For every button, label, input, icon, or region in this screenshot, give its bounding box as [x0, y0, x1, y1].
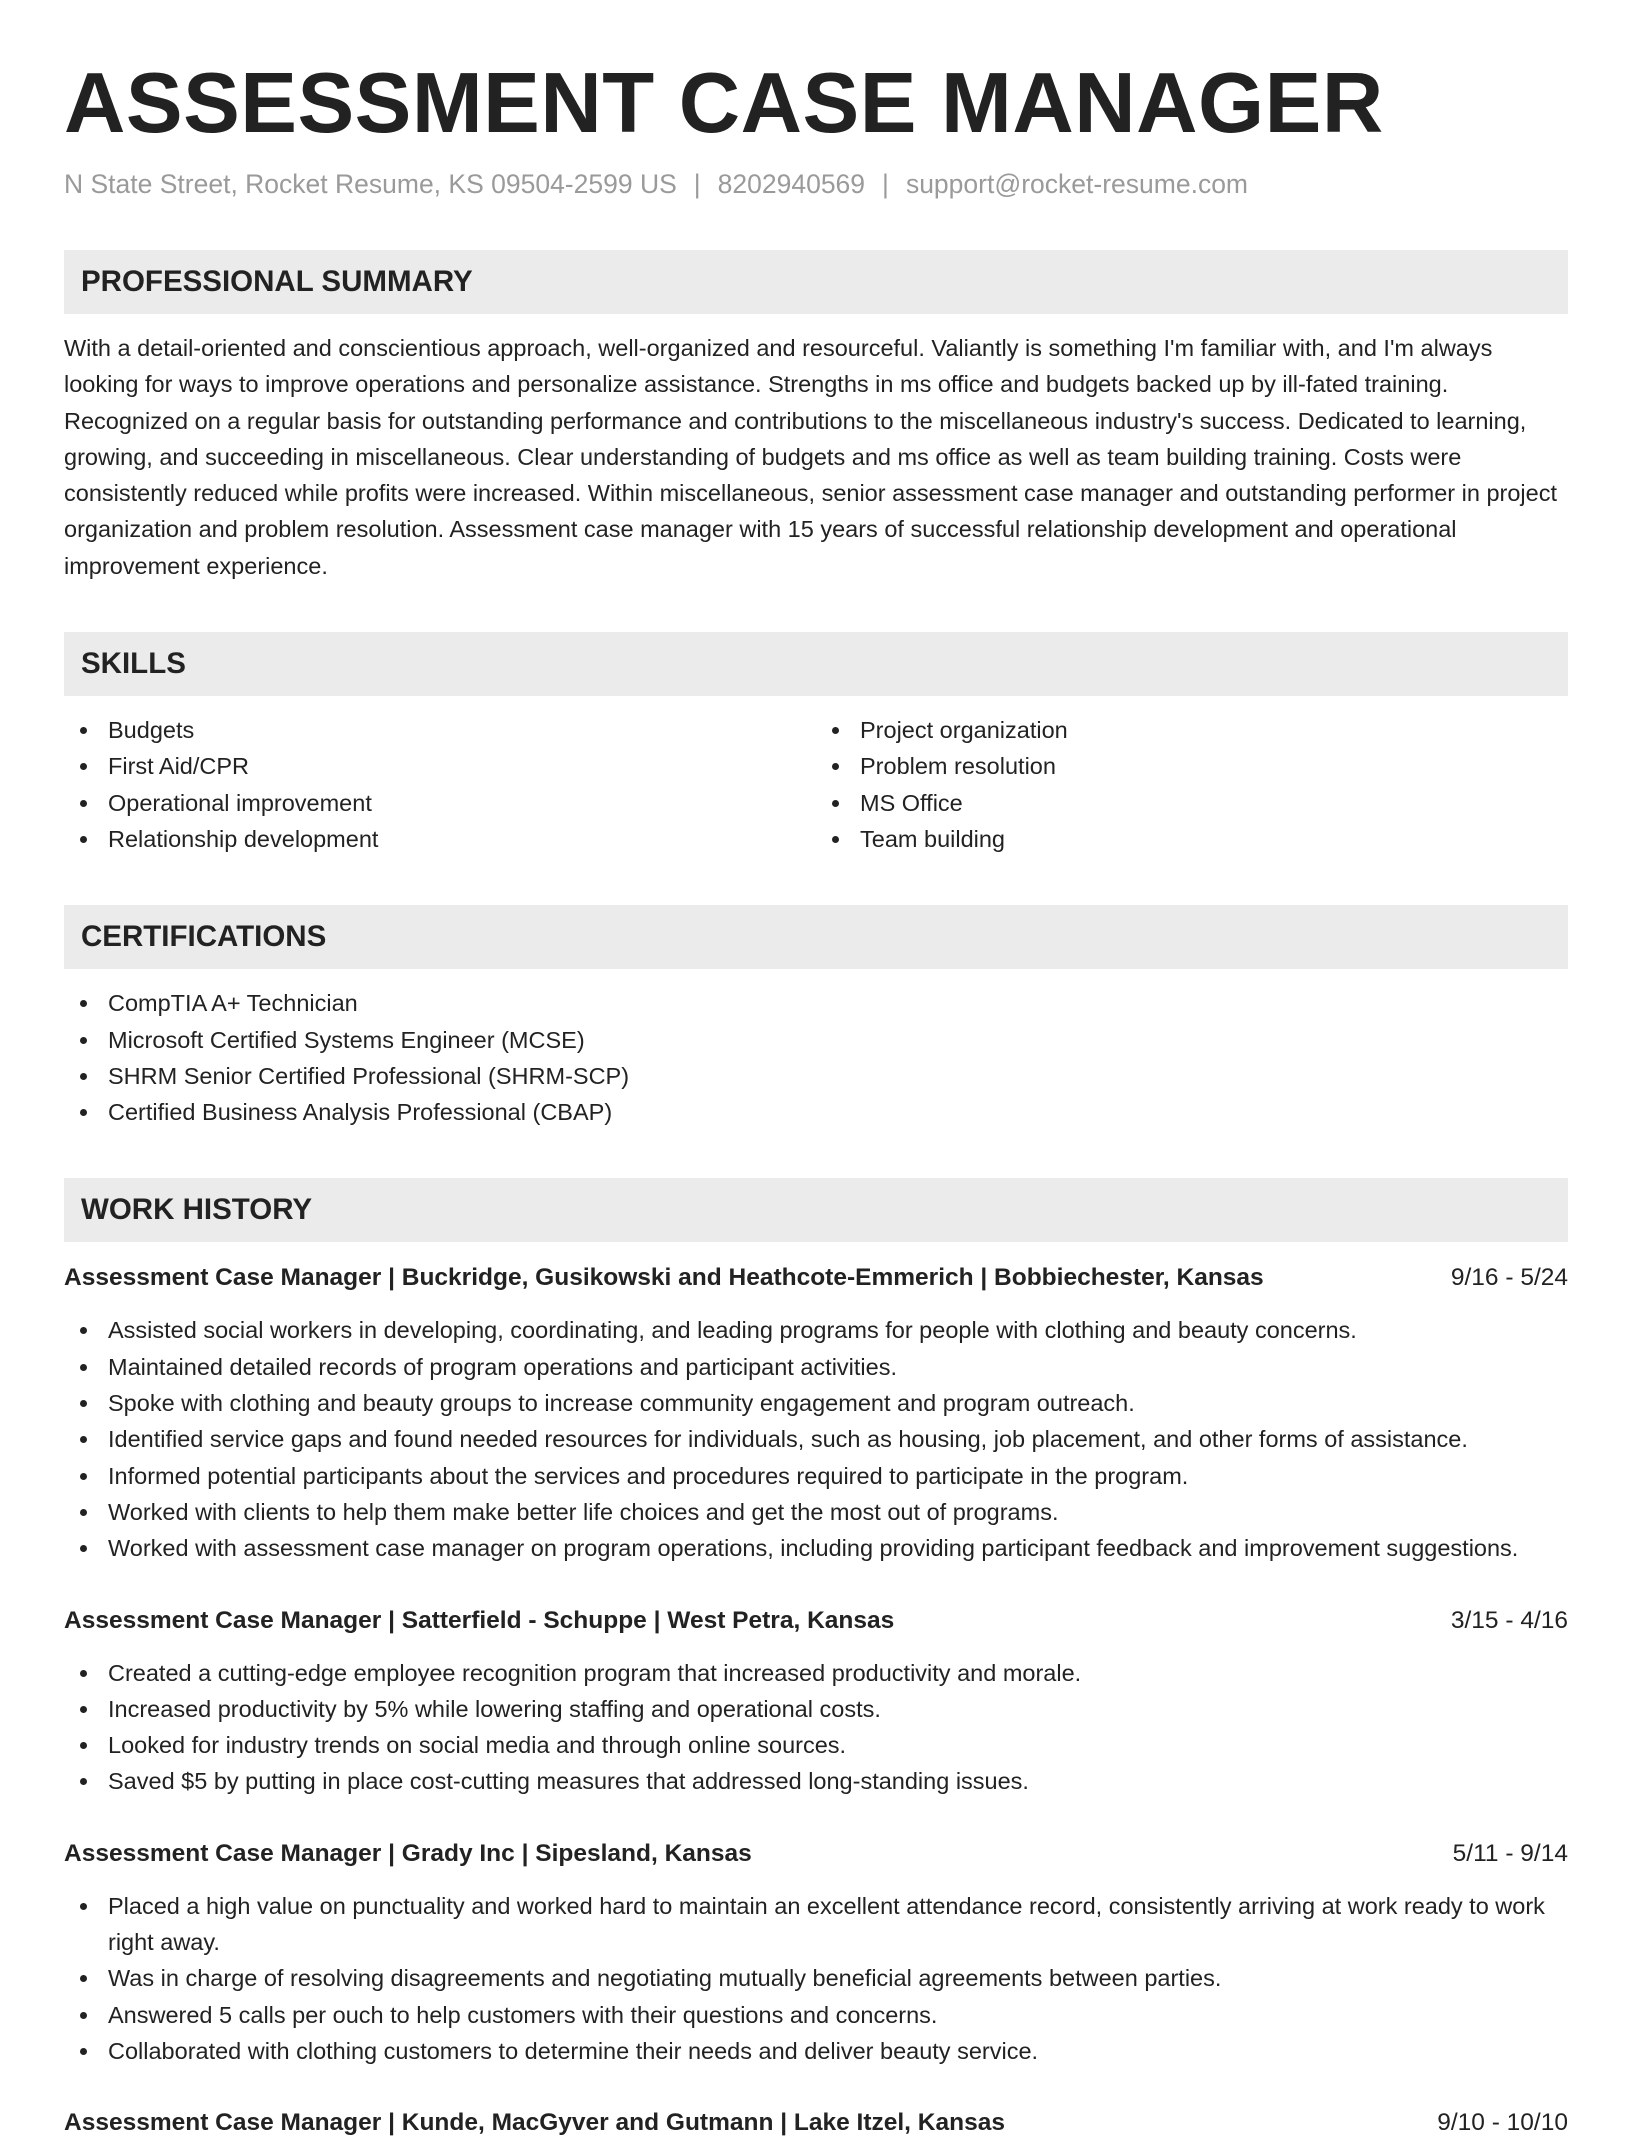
- job-header: [64, 1603, 1568, 1639]
- skill-item: Problem resolution: [816, 748, 1568, 784]
- job-title: Assessment Case Manager | Kunde, MacGyver and Gutmann | Lake Itzel, Kansas: [64, 2109, 1005, 2137]
- skills-column-right: [816, 712, 1568, 857]
- job-entry: [64, 1260, 1568, 1566]
- job-bullet: Assisted social workers in developing, coordinating, and leading programs for people with clothing and beauty concerns.: [64, 1312, 1568, 1348]
- job-bullet: Collaborated with clothing customers to determine their needs and deliver beauty service.: [64, 2033, 1568, 2069]
- job-entry: [64, 2105, 1568, 2141]
- job-bullet: Was in charge of resolving disagreements and negotiating mutually beneficial agreements between parties.: [64, 1960, 1568, 1996]
- skills-list: [64, 712, 1568, 857]
- skill-item: Project organization: [816, 712, 1568, 748]
- job-bullets: [64, 1888, 1568, 2069]
- job-bullet: Created a cutting-edge employee recognition program that increased productivity and morale.: [64, 1655, 1568, 1691]
- skill-item: Operational improvement: [64, 785, 816, 821]
- skill-item: MS Office: [816, 785, 1568, 821]
- contact-email: support@rocket-resume.com: [905, 169, 1249, 199]
- job-bullet: Identified service gaps and found needed resources for individuals, such as housing, job placement, and other forms of assistance.: [64, 1421, 1568, 1457]
- certification-item: CompTIA A+ Technician: [64, 985, 1568, 1021]
- job-bullet: Maintained detailed records of program operations and participant activities.: [64, 1349, 1568, 1385]
- job-header: [64, 1836, 1568, 1872]
- certification-item: Microsoft Certified Systems Engineer (MCSE): [64, 1022, 1568, 1058]
- contact-address: N State Street, Rocket Resume, KS 09504-2599 US: [64, 169, 677, 199]
- job-bullets: [64, 1655, 1568, 1800]
- section-heading-work-history: WORK HISTORY: [64, 1178, 1568, 1242]
- job-dates: 9/10 - 10/10: [1437, 2109, 1568, 2137]
- job-header: [64, 2105, 1568, 2141]
- candidate-name: ASSESSMENT CASE MANAGER: [64, 56, 1384, 151]
- skill-item: Relationship development: [64, 821, 816, 857]
- job-header: [64, 1260, 1568, 1296]
- job-dates: 3/15 - 4/16: [1450, 1606, 1568, 1634]
- job-bullet: Informed potential participants about the services and procedures required to participate in the program.: [64, 1458, 1568, 1494]
- job-bullet: Worked with assessment case manager on program operations, including providing participant feedback and improvement suggestions.: [64, 1530, 1568, 1566]
- work-history-list: [64, 1260, 1568, 2141]
- section-heading-certifications: CERTIFICATIONS: [64, 905, 1568, 969]
- skill-item: Team building: [816, 821, 1568, 857]
- job-bullets: [64, 1312, 1568, 1566]
- skill-item: First Aid/CPR: [64, 748, 816, 784]
- contact-phone: 8202940569: [717, 169, 866, 199]
- contact-separator: |: [693, 169, 701, 199]
- job-title: Assessment Case Manager | Satterfield - Schuppe | West Petra, Kansas: [64, 1606, 895, 1634]
- job-bullet: Worked with clients to help them make better life choices and get the most out of programs.: [64, 1494, 1568, 1530]
- job-bullet: Increased productivity by 5% while lowering staffing and operational costs.: [64, 1691, 1568, 1727]
- skills-column-left: [64, 712, 816, 857]
- summary-text: With a detail-oriented and conscientious approach, well-organized and resourceful. Valiantly is something I'm familiar with, and I'm always looking for ways to improve operations and personalize assistance. Strengths in ms office and budgets backed up by ill-fated training. Recognized on a regular basis for outstanding performance and contributions to the miscellaneous industry's success. Dedicated to learning, growing, and succeeding in miscellaneous. Clear understanding of budgets and ms office as well as team building training. Costs were consistently reduced while profits were increased. Within miscellaneous, senior assessment case manager and outstanding performer in project organization and problem resolution. Assessment case manager with 15 years of successful relationship development and operational improvement experience.: [64, 335, 1557, 579]
- contact-line: [64, 166, 1568, 202]
- certification-item: Certified Business Analysis Professional (CBAP): [64, 1094, 1568, 1130]
- job-bullet: Spoke with clothing and beauty groups to increase community engagement and program outreach.: [64, 1385, 1568, 1421]
- section-heading-skills: SKILLS: [64, 632, 1568, 696]
- section-heading-summary: PROFESSIONAL SUMMARY: [64, 250, 1568, 314]
- job-dates: 5/11 - 9/14: [1452, 1839, 1568, 1867]
- job-entry: [64, 1836, 1568, 2069]
- job-bullet: Placed a high value on punctuality and worked hard to maintain an excellent attendance record, consistently arriving at work ready to work right away.: [64, 1888, 1568, 1961]
- job-bullet: Saved $5 by putting in place cost-cutting measures that addressed long-standing issues.: [64, 1763, 1568, 1799]
- skill-item: Budgets: [64, 712, 816, 748]
- certifications-list: [64, 985, 1568, 1130]
- job-bullet: Answered 5 calls per ouch to help customers with their questions and concerns.: [64, 1997, 1568, 2033]
- job-title: Assessment Case Manager | Grady Inc | Sipesland, Kansas: [64, 1839, 752, 1867]
- contact-separator: |: [882, 169, 889, 199]
- job-bullet: Looked for industry trends on social media and through online sources.: [64, 1727, 1568, 1763]
- job-dates: 9/16 - 5/24: [1450, 1264, 1568, 1292]
- job-title: Assessment Case Manager | Buckridge, Gusikowski and Heathcote-Emmerich | Bobbiechester, Kansas: [64, 1264, 1264, 1292]
- resume-content: [64, 54, 1568, 2141]
- certification-item: SHRM Senior Certified Professional (SHRM-SCP): [64, 1058, 1568, 1094]
- job-entry: [64, 1603, 1568, 1800]
